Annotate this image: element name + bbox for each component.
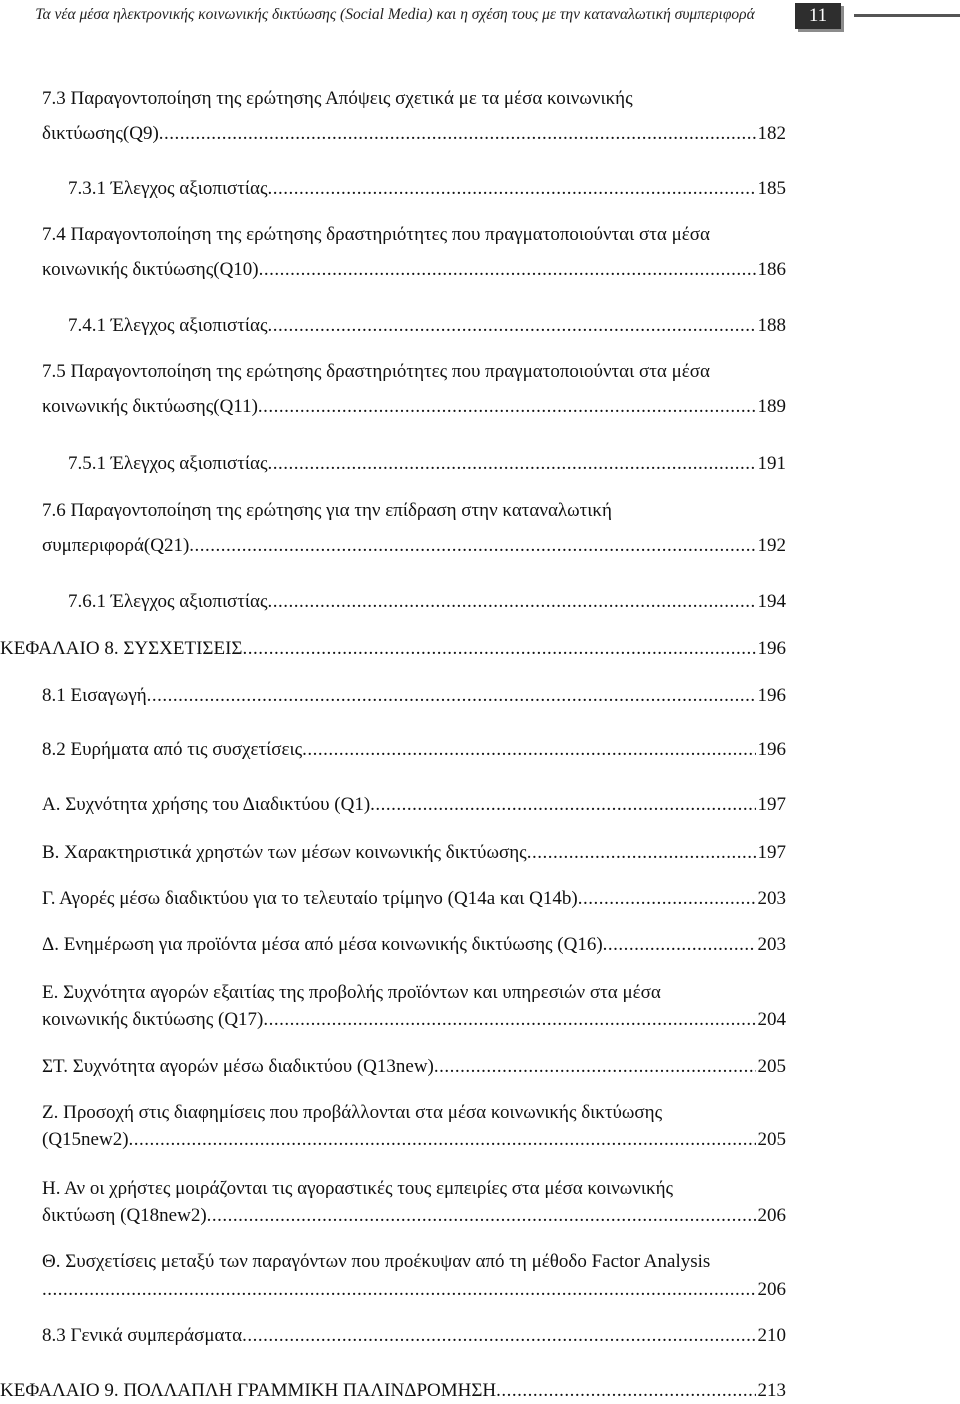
toc-page-number: 203 bbox=[757, 934, 786, 955]
toc-page-number: 185 bbox=[757, 178, 786, 199]
toc-leader-dots bbox=[263, 1007, 756, 1033]
toc-entry-title: δικτύωση (Q18new2) bbox=[42, 1205, 207, 1226]
toc-leader-dots bbox=[242, 636, 756, 662]
toc-leader-dots bbox=[258, 394, 756, 420]
toc-page-number: 206 bbox=[757, 1279, 786, 1300]
toc-page-number: 203 bbox=[757, 888, 786, 909]
running-title: Τα νέα μέσα ηλεκτρονικής κοινωνικής δικτύωσης (Social Media) και η σχέση τους με την καταναλωτική συμπεριφορά bbox=[35, 6, 755, 23]
toc-page-number: 213 bbox=[757, 1380, 786, 1401]
toc-page-number: 210 bbox=[757, 1325, 786, 1346]
toc-entry-title-line1: Η. Αν οι χρήστες μοιράζονται τις αγοραστικές τους εμπειρίες στα μέσα κοινωνικής bbox=[42, 1178, 674, 1199]
toc-page-number: 182 bbox=[757, 123, 786, 144]
toc-leader-dots bbox=[268, 176, 756, 202]
toc-page-number: 197 bbox=[757, 794, 786, 815]
toc-leader-dots bbox=[189, 533, 756, 559]
toc-entry-title-line1: 7.3 Παραγοντοποίηση της ερώτησης Απόψεις σχετικά με τα μέσα κοινωνικής bbox=[42, 88, 633, 109]
toc-entry-title: Β. Χαρακτηριστικά χρηστών των μέσων κοινωνικής δικτύωσης bbox=[42, 842, 527, 863]
toc-entry-title: 7.5.1 Έλεγχος αξιοπιστίας bbox=[68, 453, 268, 474]
page-number: 11 bbox=[795, 3, 841, 29]
toc-entry-title: δικτύωσης(Q9) bbox=[42, 123, 159, 144]
toc-leader-dots bbox=[207, 1203, 756, 1229]
toc-entry-title: κοινωνικής δικτύωσης(Q11) bbox=[42, 396, 258, 417]
toc-entry-title: 7.4.1 Έλεγχος αξιοπιστίας bbox=[68, 315, 268, 336]
toc-entry-title: ΚΕΦΑΛΑΙΟ 8. ΣΥΣΧΕΤΙΣΕΙΣ bbox=[0, 638, 243, 659]
toc-entry-title: ΚΕΦΑΛΑΙΟ 9. ΠΟΛΛΑΠΛΗ ΓΡΑΜΜΙΚΗ ΠΑΛΙΝΔΡΟΜΗΣΗ bbox=[0, 1380, 497, 1401]
toc-entry-title: 8.3 Γενικά συμπεράσματα bbox=[42, 1325, 243, 1346]
toc-entry-title: 8.2 Ευρήματα από τις συσχετίσεις bbox=[42, 739, 303, 760]
toc-leader-dots bbox=[242, 1323, 756, 1349]
toc-leader-dots bbox=[129, 1127, 756, 1153]
toc-page-number: 186 bbox=[757, 259, 786, 280]
toc-leader-dots bbox=[259, 257, 756, 283]
toc-leader-dots bbox=[434, 1054, 756, 1080]
toc-entry-title: 7.6.1 Έλεγχος αξιοπιστίας bbox=[68, 591, 268, 612]
toc-leader-dots bbox=[268, 451, 756, 477]
toc-entry-title-line1: Θ. Συσχετίσεις μεταξύ των παραγόντων που προέκυψαν από τη μέθοδο Factor Analysis bbox=[42, 1251, 711, 1272]
toc-leader-dots bbox=[302, 737, 756, 763]
toc-page-number: 191 bbox=[757, 453, 786, 474]
toc-leader-dots bbox=[268, 313, 756, 339]
toc-leader-dots bbox=[370, 792, 756, 818]
toc-entry-title: ΣΤ. Συχνότητα αγορών μέσω διαδικτύου (Q13new) bbox=[42, 1056, 434, 1077]
toc-leader-dots bbox=[268, 589, 756, 615]
toc-page-number: 206 bbox=[757, 1205, 786, 1226]
toc-page-number: 194 bbox=[757, 591, 786, 612]
toc-entry-title-line1: 7.5 Παραγοντοποίηση της ερώτησης δραστηριότητες που πραγματοποιούνται στα μέσα bbox=[42, 361, 710, 382]
toc-entry-title: 8.1 Εισαγωγή bbox=[42, 685, 147, 706]
toc-entry-title-line1: 7.4 Παραγοντοποίηση της ερώτησης δραστηριότητες που πραγματοποιούνται στα μέσα bbox=[42, 224, 710, 245]
toc-page-number: 189 bbox=[757, 396, 786, 417]
toc-leader-dots bbox=[147, 683, 756, 709]
toc-leader-dots bbox=[159, 121, 756, 147]
toc-leader-dots bbox=[603, 932, 756, 958]
toc-entry-title: Α. Συχνότητα χρήσης του Διαδικτύου (Q1) bbox=[42, 794, 371, 815]
toc-entry-title: συμπεριφορά(Q21) bbox=[42, 535, 190, 556]
toc-page-number: 196 bbox=[757, 638, 786, 659]
toc-entry-title: κοινωνικής δικτύωσης(Q10) bbox=[42, 259, 259, 280]
toc-entry-title-line1: Ζ. Προσοχή στις διαφημίσεις που προβάλλονται στα μέσα κοινωνικής δικτύωσης bbox=[42, 1102, 663, 1123]
toc-entry-title: Γ. Αγορές μέσω διαδικτύου για το τελευταίο τρίμηνο (Q14a και Q14b) bbox=[42, 888, 578, 909]
toc-page-number: 188 bbox=[757, 315, 786, 336]
toc-page-number: 197 bbox=[757, 842, 786, 863]
toc-entry-title-line1: Ε. Συχνότητα αγορών εξαιτίας της προβολής προϊόντων και υπηρεσιών στα μέσα bbox=[42, 982, 661, 1003]
toc-entry-title: Δ. Ενημέρωση για προϊόντα μέσα από μέσα κοινωνικής δικτύωσης (Q16) bbox=[42, 934, 603, 955]
toc-page-number: 205 bbox=[757, 1056, 786, 1077]
toc-entry-title: 7.3.1 Έλεγχος αξιοπιστίας bbox=[68, 178, 268, 199]
toc-leader-dots bbox=[527, 840, 756, 866]
toc-leader-dots bbox=[496, 1378, 756, 1404]
toc-leader-dots bbox=[42, 1277, 756, 1303]
toc-page-number: 192 bbox=[757, 535, 786, 556]
toc-entry-title: (Q15new2) bbox=[42, 1129, 129, 1150]
toc-entry-title: κοινωνικής δικτύωσης (Q17) bbox=[42, 1009, 264, 1030]
toc-page-number: 205 bbox=[757, 1129, 786, 1150]
toc-page-number: 196 bbox=[757, 739, 786, 760]
toc-leader-dots bbox=[578, 886, 756, 912]
toc-entry-title-line1: 7.6 Παραγοντοποίηση της ερώτησης για την επίδραση στην καταναλωτική bbox=[42, 500, 612, 521]
toc-page-number: 204 bbox=[757, 1009, 786, 1030]
toc-page-number: 196 bbox=[757, 685, 786, 706]
